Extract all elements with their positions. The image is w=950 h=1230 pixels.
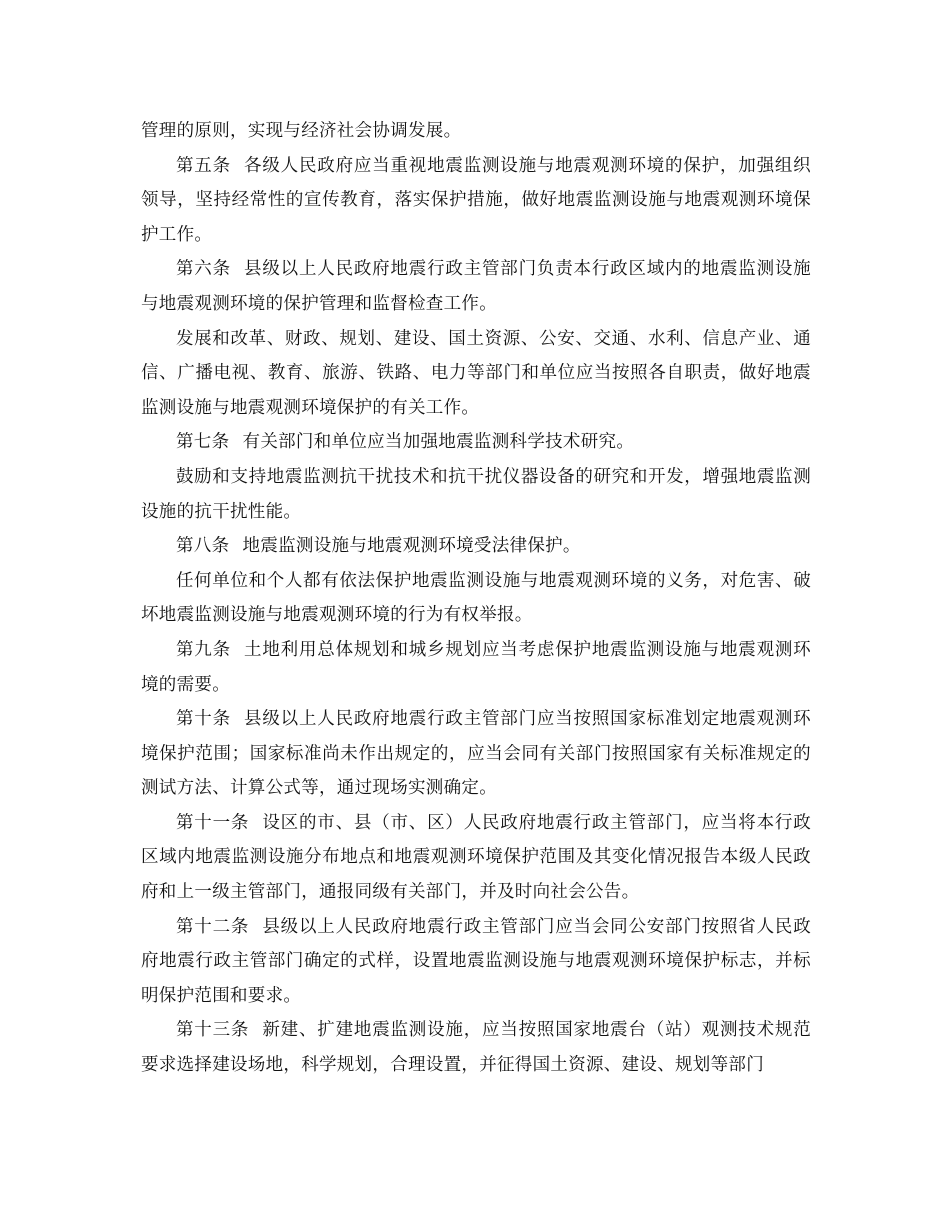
paragraph-text: 县级以上人民政府地震行政主管部门应当按照国家标准划定地震观测环境保护范围；国家标准尚未作出规定的，应当会同有关部门按照国家有关标准规定的测试方法、计算公式等，通过现场实测确定。 — [141, 709, 811, 799]
article-number: 第十三条 — [176, 1020, 250, 1041]
article-number: 第十二条 — [176, 916, 250, 937]
paragraph-text: 有关部门和单位应当加强地震监测科学技术研究。 — [242, 432, 635, 453]
paragraph-text: 鼓励和支持地震监测抗干扰技术和抗干扰仪器设备的研究和开发，增强地震监测设施的抗干扰性能。 — [141, 466, 811, 522]
body-paragraph — [141, 460, 811, 529]
article-number: 第七条 — [176, 432, 230, 453]
article-number: 第九条 — [176, 639, 231, 660]
paragraph-text: 新建、扩建地震监测设施，应当按照国家地震台（站）观测技术规范要求选择建设场地，科学规划，合理设置，并征得国土资源、建设、规划等部门 — [141, 1020, 812, 1076]
article-number: 第五条 — [176, 155, 231, 176]
paragraph-text: 任何单位和个人都有依法保护地震监测设施与地震观测环境的义务，对危害、破坏地震监测设施与地震观测环境的行为有权举报。 — [141, 570, 811, 626]
paragraph-text: 设区的市、县（市、区）人民政府地震行政主管部门，应当将本行政区域内地震监测设施分布地点和地震观测环境保护范围及其变化情况报告本级人民政府和上一级主管部门，通报同级有关部门，并及时向社会公告。 — [141, 812, 812, 903]
article-paragraph — [141, 702, 811, 806]
article-paragraph — [141, 425, 811, 460]
article-paragraph — [141, 252, 811, 321]
article-paragraph — [141, 806, 811, 910]
paragraph-text: 地震监测设施与地震观测环境受法律保护。 — [242, 536, 581, 557]
body-paragraph — [141, 564, 811, 633]
paragraph-text: 管理的原则，实现与经济社会协调发展。 — [141, 121, 462, 141]
article-number: 第六条 — [176, 259, 231, 280]
article-paragraph — [141, 910, 811, 1014]
paragraph-text: 县级以上人民政府地震行政主管部门应当会同公安部门按照省人民政府地震行政主管部门确定的式样，设置地震监测设施与地震观测环境保护标志，并标明保护范围和要求。 — [141, 916, 812, 1006]
body-paragraph — [141, 114, 811, 149]
article-number: 第十一条 — [176, 812, 250, 833]
article-paragraph — [141, 633, 811, 702]
article-number: 第八条 — [176, 536, 230, 557]
article-paragraph — [141, 1013, 811, 1082]
paragraph-text: 县级以上人民政府地震行政主管部门负责本行政区域内的地震监测设施与地震观测环境的保护管理和监督检查工作。 — [141, 259, 811, 314]
paragraph-text: 发展和改革、财政、规划、建设、国土资源、公安、交通、水利、信息产业、通信、广播电视、教育、旅游、铁路、电力等部门和单位应当按照各自职责，做好地震监测设施与地震观测环境保护的有关工作。 — [141, 328, 811, 418]
paragraph-text: 土地利用总体规划和城乡规划应当考虑保护地震监测设施与地震观测环境的需要。 — [141, 639, 811, 695]
article-paragraph — [141, 149, 811, 253]
article-number: 第十条 — [176, 709, 231, 730]
document-body — [141, 114, 811, 1083]
body-paragraph — [141, 322, 811, 426]
paragraph-text: 各级人民政府应当重视地震监测设施与地震观测环境的保护，加强组织领导，坚持经常性的宣传教育，落实保护措施，做好地震监测设施与地震观测环境保护工作。 — [141, 155, 811, 245]
article-paragraph — [141, 529, 811, 564]
